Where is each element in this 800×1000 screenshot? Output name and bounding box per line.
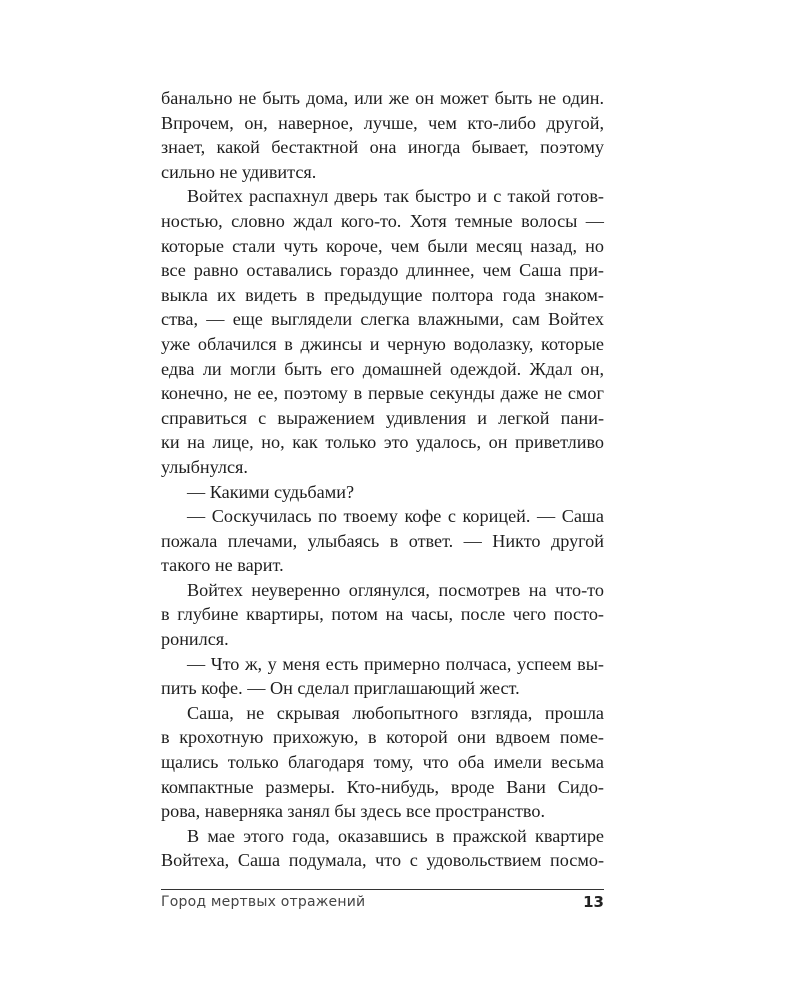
- text-line: Впрочем, он, наверное, лучше, чем кто-либо другой,: [161, 112, 604, 133]
- text-line: Войтех распахнул дверь так быстро и с такой готов-: [187, 186, 604, 207]
- text-line: справиться с выражением удивления и легкой пани-: [161, 407, 604, 428]
- text-line: Войтеха, Саша подумала, что с удовольствием посмо-: [161, 850, 604, 871]
- text-line: В мае этого года, оказавшись в пражской квартире: [187, 825, 604, 846]
- text-line: рова, наверняка занял бы здесь все пространство.: [161, 801, 546, 822]
- text-line: в крохотную прихожую, в которой они вдвоем поме-: [161, 727, 604, 748]
- text-line: щались только благодаря тому, что оба имели весьма: [161, 752, 604, 773]
- page-number: 13: [583, 893, 604, 911]
- footer-divider: [161, 889, 604, 890]
- text-line: — Что ж, у меня есть примерно полчаса, успеем вы-: [187, 653, 604, 674]
- text-line: пожала плечами, улыбаясь в ответ. — Никто другой: [161, 530, 604, 551]
- text-line: которые стали чуть короче, чем были месяц назад, но: [161, 235, 604, 256]
- text-line: едва ли могли быть его домашней одеждой. Ждал он,: [161, 358, 604, 379]
- text-line: Саша, не скрывая любопытного взгляда, прошла: [187, 702, 604, 723]
- text-line: — Какими судьбами?: [187, 481, 355, 502]
- text-line: ностью, словно ждал кого-то. Хотя темные волосы —: [161, 210, 604, 231]
- text-line: знает, какой бестактной она иногда бывает, поэтому: [161, 137, 604, 158]
- text-line: — Соскучилась по твоему кофе с корицей. — Саша: [187, 506, 604, 527]
- text-line: пить кофе. — Он сделал приглашающий жест.: [161, 678, 520, 699]
- text-line: улыбнулся.: [161, 456, 248, 477]
- text-line: конечно, не ее, поэтому в первые секунды даже не смог: [161, 383, 604, 404]
- text-line: ства, — еще выглядели слегка влажными, сам Войтех: [161, 309, 604, 330]
- running-footer-title: Город мертвых отражений: [161, 894, 366, 910]
- text-line: в глубине квартиры, потом на часы, после чего посто-: [161, 604, 604, 625]
- text-line: такого не варит.: [161, 555, 284, 576]
- text-line: уже облачился в джинсы и черную водолазку, которые: [161, 333, 604, 354]
- text-line: Войтех неуверенно оглянулся, посмотрев на что-то: [187, 579, 604, 600]
- text-line: ронился.: [161, 629, 229, 650]
- text-line: выкла их видеть в предыдущие полтора года знаком-: [161, 284, 604, 305]
- text-line: компактные размеры. Кто-нибудь, вроде Вани Сидо-: [161, 776, 604, 797]
- text-line: все равно оставались гораздо длиннее, чем Саша при-: [161, 260, 604, 281]
- text-line: банально не быть дома, или же он может быть не один.: [161, 88, 604, 108]
- text-line: сильно не удивится.: [161, 161, 317, 182]
- body-text: [161, 86, 604, 873]
- text-line: ки на лице, но, как только это удалось, он приветливо: [161, 432, 604, 453]
